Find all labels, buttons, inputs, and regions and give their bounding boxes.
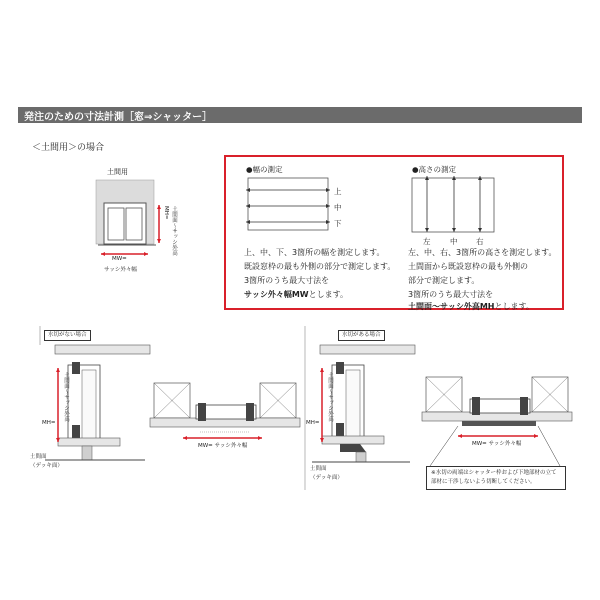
cut-note: ※水切の両端はシャッター枠および下地部材の立て部材に干渉しないよう切断してください。 [426, 466, 566, 490]
width-measure-title: ●幅の測定 [246, 165, 283, 174]
height-bold: 土間面〜サッシ外高MH [408, 302, 495, 311]
width-conclusion [244, 288, 348, 302]
height-measure-title: ●高さの測定 [412, 165, 457, 174]
width-line-bottom: 下 [334, 219, 342, 228]
right-mh-label: MH= [306, 420, 320, 426]
left-plan-figure [150, 383, 300, 440]
left-mh-text: 土間面〜サッシ外高 [63, 372, 69, 422]
width-bold: サッシ外々幅MW [244, 290, 309, 299]
left-mw-text: MW= サッシ外々幅 [198, 443, 248, 449]
width-text-1: 上、中、下、3箇所の幅を測定します。 [244, 248, 385, 257]
right-mw-text: MW= サッシ外々幅 [472, 441, 522, 447]
right-floor-label: 土間面 [310, 466, 327, 472]
height-text-3: 部分で測定します。 [408, 276, 480, 285]
width-line-top: 上 [334, 187, 342, 196]
left-mh-label: MH= [42, 420, 56, 426]
right-section-tag: 水切がある場合 [338, 330, 385, 341]
width-line-middle: 中 [334, 203, 342, 212]
height-pos-left: 左 [423, 237, 431, 246]
doma-label: 土間用 [107, 168, 128, 176]
right-plan-figure [422, 377, 572, 466]
top-mw-label: MW= [112, 256, 127, 262]
width-text-2: 既設窓枠の最も外側の部分で測定します。 [244, 262, 396, 271]
right-mh-text: 土間面〜サッシ外高 [327, 372, 333, 422]
height-pos-middle: 中 [450, 237, 458, 246]
top-window-figure [96, 180, 161, 256]
left-floor-label: 土間面 [30, 454, 47, 460]
height-text-1: 左、中、右、3箇所の高さを測定します。 [408, 248, 557, 257]
top-mw-text: サッシ外々幅 [104, 267, 137, 273]
height-pos-right: 右 [476, 237, 484, 246]
height-suffix: とします。 [494, 302, 534, 311]
left-floor-sub: （デッキ面） [30, 463, 63, 469]
height-text-2: 土間面から既設窓枠の最も外側の [408, 262, 528, 271]
top-mh-label: MH= [163, 206, 169, 220]
width-text-3: 3箇所のうち最大寸法を [244, 276, 330, 285]
section-title: 発注のための寸法計測［窓⇒シャッター］ [24, 112, 213, 123]
right-floor-sub: （デッキ面） [310, 475, 343, 481]
subheading: ＜土間用＞の場合 [32, 143, 105, 153]
height-conclusion [408, 300, 534, 314]
width-suffix: とします。 [308, 290, 348, 299]
top-mh-text: 土間面〜サッシ外高 [171, 206, 177, 256]
height-text-4: 3箇所のうち最大寸法を [408, 290, 494, 299]
left-section-figure [45, 345, 150, 460]
left-section-tag: 水切がない場合 [44, 330, 91, 341]
